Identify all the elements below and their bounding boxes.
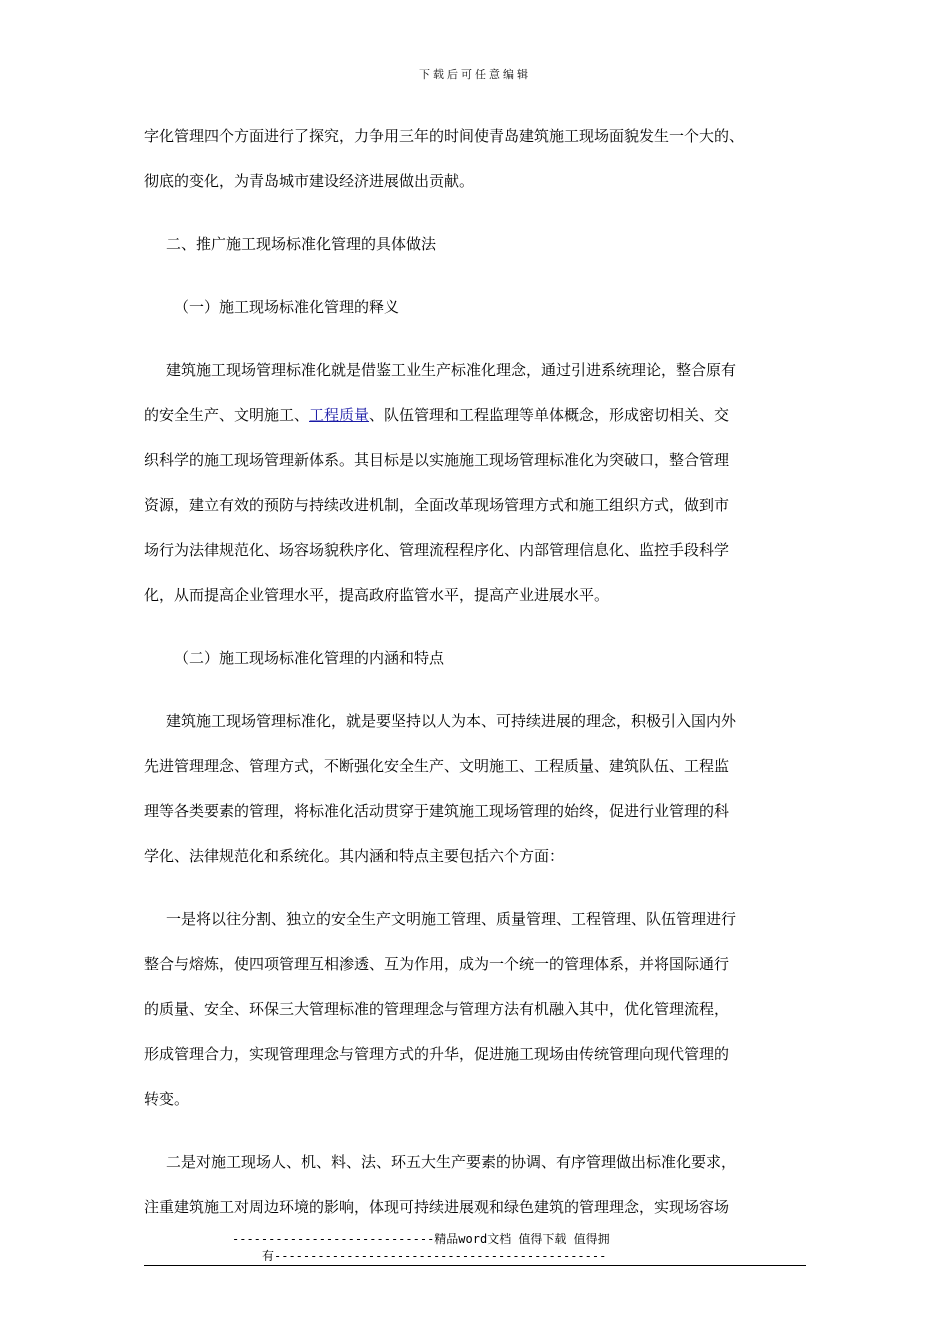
paragraph-line-with-link <box>144 393 808 438</box>
paragraph-line: 二是对施工现场人、机、料、法、环五大生产要素的协调、有序管理做出标准化要求， <box>166 1153 737 1171</box>
paragraph-line: 彻底的变化，为青岛城市建设经济进展做出贡献。 <box>144 172 475 190</box>
paragraph-line: 场行为法律规范化、场容场貌秩序化、管理流程程序化、内部管理信息化、监控手段科学 <box>144 541 730 559</box>
section-heading: 二、推广施工现场标准化管理的具体做法 <box>166 235 437 253</box>
paragraph-line: 转变。 <box>144 1090 190 1108</box>
subsection-heading: （一）施工现场标准化管理的释义 <box>174 298 400 316</box>
footer-line-1: ----------------------------精品word文档 值得下载 值得拥 <box>232 1232 610 1246</box>
paragraph-line: 字化管理四个方面进行了探究，力争用三年的时间使青岛建筑施工现场面貌发生一个大的、 <box>144 127 745 145</box>
engineering-quality-link[interactable]: 工程质量 <box>309 406 370 424</box>
page-header: 下载后可任意编辑 <box>419 68 531 81</box>
paragraph-line: 注重建筑施工对周边环境的影响，体现可持续进展观和绿色建筑的管理理念，实现场容场 <box>144 1198 730 1216</box>
paragraph-line: 化，从而提高企业管理水平，提高政府监管水平，提高产业进展水平。 <box>144 586 610 604</box>
paragraph-line: 学化、法律规范化和系统化。其内涵和特点主要包括六个方面： <box>144 847 565 865</box>
paragraph-text: 、队伍管理和工程监理等单体概念，形成密切相关、交 <box>369 406 730 424</box>
paragraph-line: 先进管理理念、管理方式，不断强化安全生产、文明施工、工程质量、建筑队伍、工程监 <box>144 757 730 775</box>
paragraph-line: 建筑施工现场管理标准化，就是要坚持以人为本、可持续进展的理念，积极引入国内外 <box>166 712 737 730</box>
paragraph-line: 整合与熔炼，使四项管理互相渗透、互为作用，成为一个统一的管理体系，并将国际通行 <box>144 955 730 973</box>
paragraph-line: 建筑施工现场管理标准化就是借鉴工业生产标准化理念，通过引进系统理论，整合原有 <box>166 361 737 379</box>
paragraph-line: 资源，建立有效的预防与持续改进机制，全面改革现场管理方式和施工组织方式，做到市 <box>144 496 730 514</box>
page-footer <box>144 1230 806 1266</box>
paragraph-text: 的安全生产、文明施工、 <box>144 406 310 424</box>
document-body <box>144 114 808 1230</box>
paragraph-line: 形成管理合力，实现管理理念与管理方式的升华，促进施工现场由传统管理向现代管理的 <box>144 1045 730 1063</box>
subsection-heading: （二）施工现场标准化管理的内涵和特点 <box>174 649 445 667</box>
paragraph-line: 理等各类要素的管理，将标准化活动贯穿于建筑施工现场管理的始终，促进行业管理的科 <box>144 802 730 820</box>
paragraph-line: 一是将以往分割、独立的安全生产文明施工管理、质量管理、工程管理、队伍管理进行 <box>166 910 737 928</box>
paragraph-line: 织科学的施工现场管理新体系。其目标是以实施施工现场管理标准化为突破口，整合管理 <box>144 451 730 469</box>
footer-line-2: 有---------------------------------------------- <box>262 1249 607 1263</box>
paragraph-line: 的质量、安全、环保三大管理标准的管理理念与管理方法有机融入其中，优化管理流程， <box>144 1000 730 1018</box>
footer-rule <box>144 1265 806 1266</box>
